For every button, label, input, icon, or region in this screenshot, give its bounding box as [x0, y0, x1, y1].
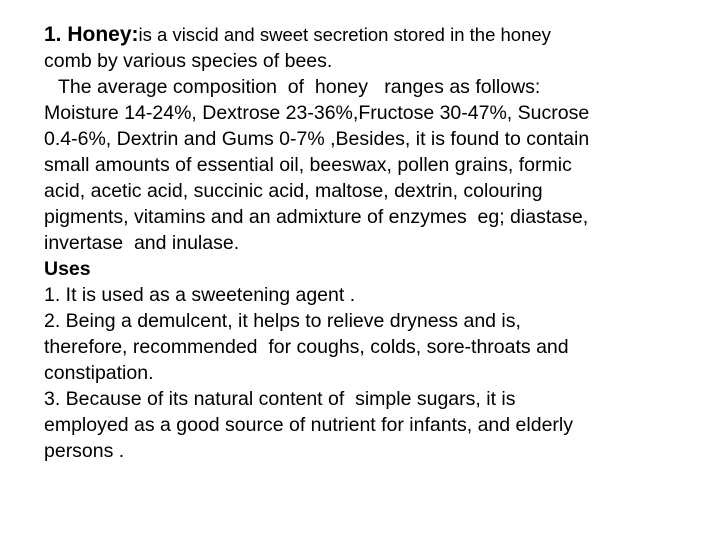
composition-line: pigments, vitamins and an admixture of enzymes eg; diastase,: [44, 206, 589, 228]
composition-line: Moisture 14-24%, Dextrose 23-36%,Fructose 30-47%, Sucrose: [44, 102, 590, 124]
composition-line: acid, acetic acid, succinic acid, maltose, dextrin, colouring: [44, 180, 543, 202]
use-item-2-cont: constipation.: [44, 362, 154, 384]
use-item-3-cont: persons .: [44, 440, 125, 462]
composition-line: The average composition of honey ranges as follows:: [58, 76, 541, 98]
slide-body: [44, 22, 704, 464]
use-item-2-cont: therefore, recommended for coughs, colds, sore-throats and: [44, 336, 569, 358]
use-item-3-cont: employed as a good source of nutrient for infants, and elderly: [44, 414, 573, 436]
use-item-1: 1. It is used as a sweetening agent .: [44, 284, 356, 306]
composition-line: invertase and inulase.: [44, 232, 240, 254]
title-label: 1. Honey:: [44, 23, 139, 46]
use-item-2: 2. Being a demulcent, it helps to relieve dryness and is,: [44, 310, 521, 332]
definition-continuation: comb by various species of bees.: [44, 50, 333, 72]
title-line: [44, 22, 704, 48]
uses-heading: Uses: [44, 258, 91, 280]
composition-line: small amounts of essential oil, beeswax, pollen grains, formic: [44, 154, 572, 176]
composition-line: 0.4-6%, Dextrin and Gums 0-7% ,Besides, it is found to contain: [44, 128, 590, 150]
title-definition: is a viscid and sweet secretion stored in the honey: [138, 24, 551, 45]
use-item-3: 3. Because of its natural content of simple sugars, it is: [44, 388, 516, 410]
